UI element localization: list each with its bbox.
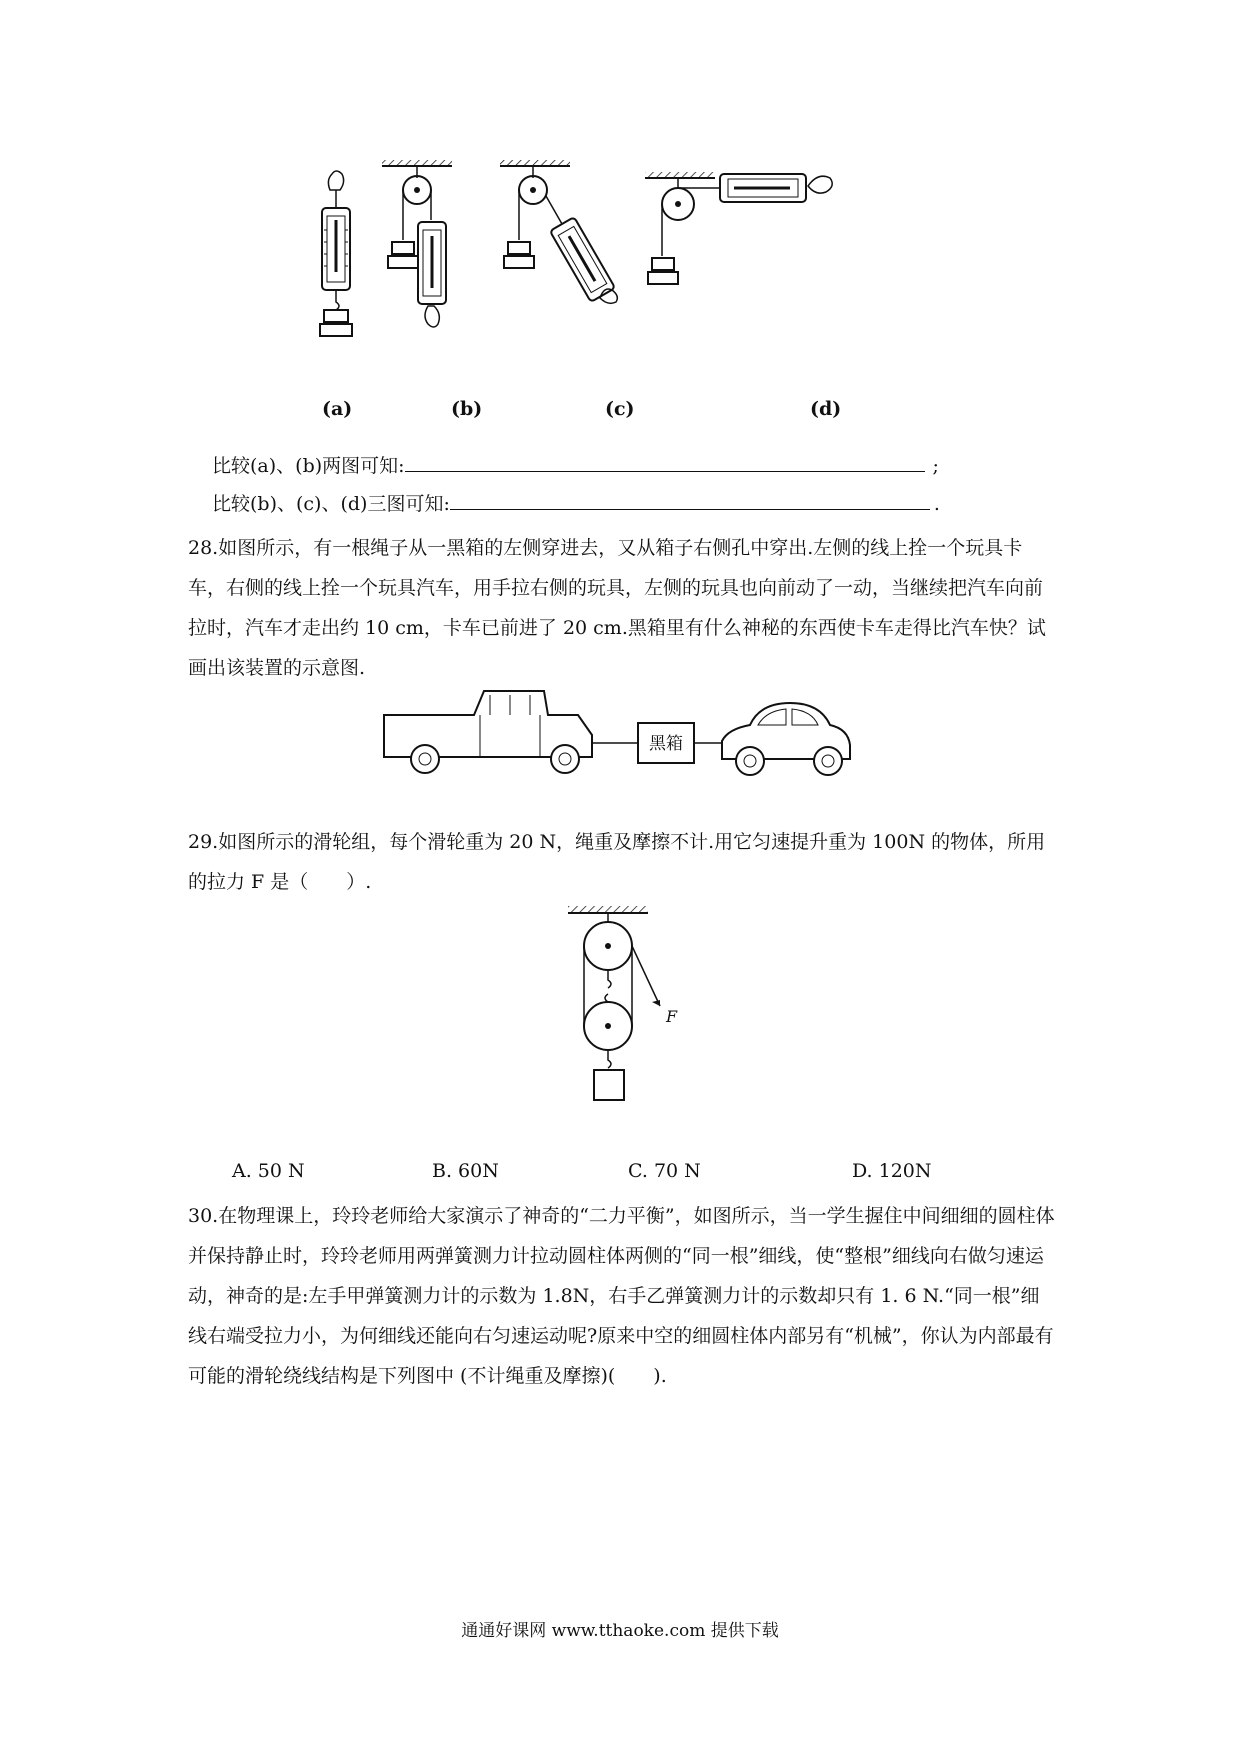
load-block xyxy=(594,1070,624,1100)
car-icon xyxy=(722,703,850,775)
hook-icon xyxy=(608,970,611,988)
option-b[interactable]: B. 60N xyxy=(432,1160,499,1182)
hand-icon xyxy=(328,171,343,190)
q27-answer-line-2 xyxy=(212,484,940,524)
pulley-icon xyxy=(519,176,547,204)
option-c[interactable]: C. 70 N xyxy=(628,1160,701,1182)
figure-29 xyxy=(560,906,700,1146)
force-label: F xyxy=(666,1007,678,1026)
option-d[interactable]: D. 120N xyxy=(852,1160,932,1182)
answer-blank-2[interactable] xyxy=(450,487,930,510)
weight-icon xyxy=(388,242,418,268)
hook-icon xyxy=(608,1050,611,1068)
caption-c: (c) xyxy=(605,398,635,420)
pulley-icon xyxy=(403,176,431,204)
figure-27b xyxy=(382,160,452,327)
question-28: 28.如图所示，有一根绳子从一黑箱的左侧穿进去，又从箱子右侧孔中穿出.左侧的线上拴一个玩具卡车，右侧的线上拴一个玩具汽车，用手拉右侧的玩具，左侧的玩具也向前动了一动，当继续把汽车向前拉时，汽车才走出约 10 cm，卡车已前进了 20 cm.黑箱里有什么神秘的东西使卡车走得比汽车快？试画出该装置的示意图. xyxy=(188,537,1046,679)
q27-line1-prefix: 比较(a)、(b)两图可知: xyxy=(212,455,405,477)
figure-27d xyxy=(645,172,832,284)
weight-icon xyxy=(320,310,352,336)
caption-a: (a) xyxy=(322,398,353,420)
caption-b: (b) xyxy=(451,398,483,420)
weight-icon xyxy=(504,242,534,268)
q27-line2-prefix: 比较(b)、(c)、(d)三图可知: xyxy=(212,493,450,515)
q27-line1-end: ; xyxy=(932,455,939,477)
page-footer: 通通好课网 www.tthaoke.com 提供下载 xyxy=(461,1621,779,1641)
figure-28 xyxy=(380,685,860,785)
truck-icon xyxy=(384,691,592,773)
question-30: 30.在物理课上，玲玲老师给大家演示了神奇的“二力平衡”，如图所示，当一学生握住中间细细的圆柱体并保持静止时，玲玲老师用两弹簧测力计拉动圆柱体两侧的“同一根”细线，使“整根”细线向右做匀速运动，神奇的是:左手甲弹簧测力计的示数为 1.8N，右手乙弹簧测力计的示数却只有 1. 6 N.“同一根”细线右端受拉力小，为何细线还能向右匀速运动呢?原来中空的细圆柱体内部另有“机械”，你认为内部最有可能的滑轮绕线结构是下列图中 (不计绳重及摩擦)( ). xyxy=(188,1205,1055,1387)
q27-line2-end: . xyxy=(933,493,940,515)
spring-scale-icon xyxy=(322,208,350,290)
figure-27c xyxy=(500,160,617,303)
caption-d: (d) xyxy=(810,398,842,420)
figure-27a xyxy=(320,171,352,336)
black-box-label: 黑箱 xyxy=(649,734,683,754)
hook-icon xyxy=(605,994,608,1002)
answer-blank-1[interactable] xyxy=(405,449,925,472)
weight-icon xyxy=(648,258,678,284)
spring-scale-icon xyxy=(418,222,446,304)
hand-icon xyxy=(808,176,832,193)
pulley-icon xyxy=(584,922,632,970)
q27-answer-line-1 xyxy=(212,446,939,486)
figure-27 xyxy=(300,160,960,425)
spring-scale-icon xyxy=(720,174,806,202)
pulley-icon xyxy=(662,188,694,220)
question-29: 29.如图所示的滑轮组，每个滑轮重为 20 N，绳重及摩擦不计.用它匀速提升重为 100N 的物体，所用的拉力 F 是（ ）. xyxy=(188,831,1046,893)
hand-icon xyxy=(425,306,439,327)
hook-icon xyxy=(336,290,339,310)
option-a[interactable]: A. 50 N xyxy=(232,1160,305,1182)
pulley-icon xyxy=(584,1002,632,1050)
